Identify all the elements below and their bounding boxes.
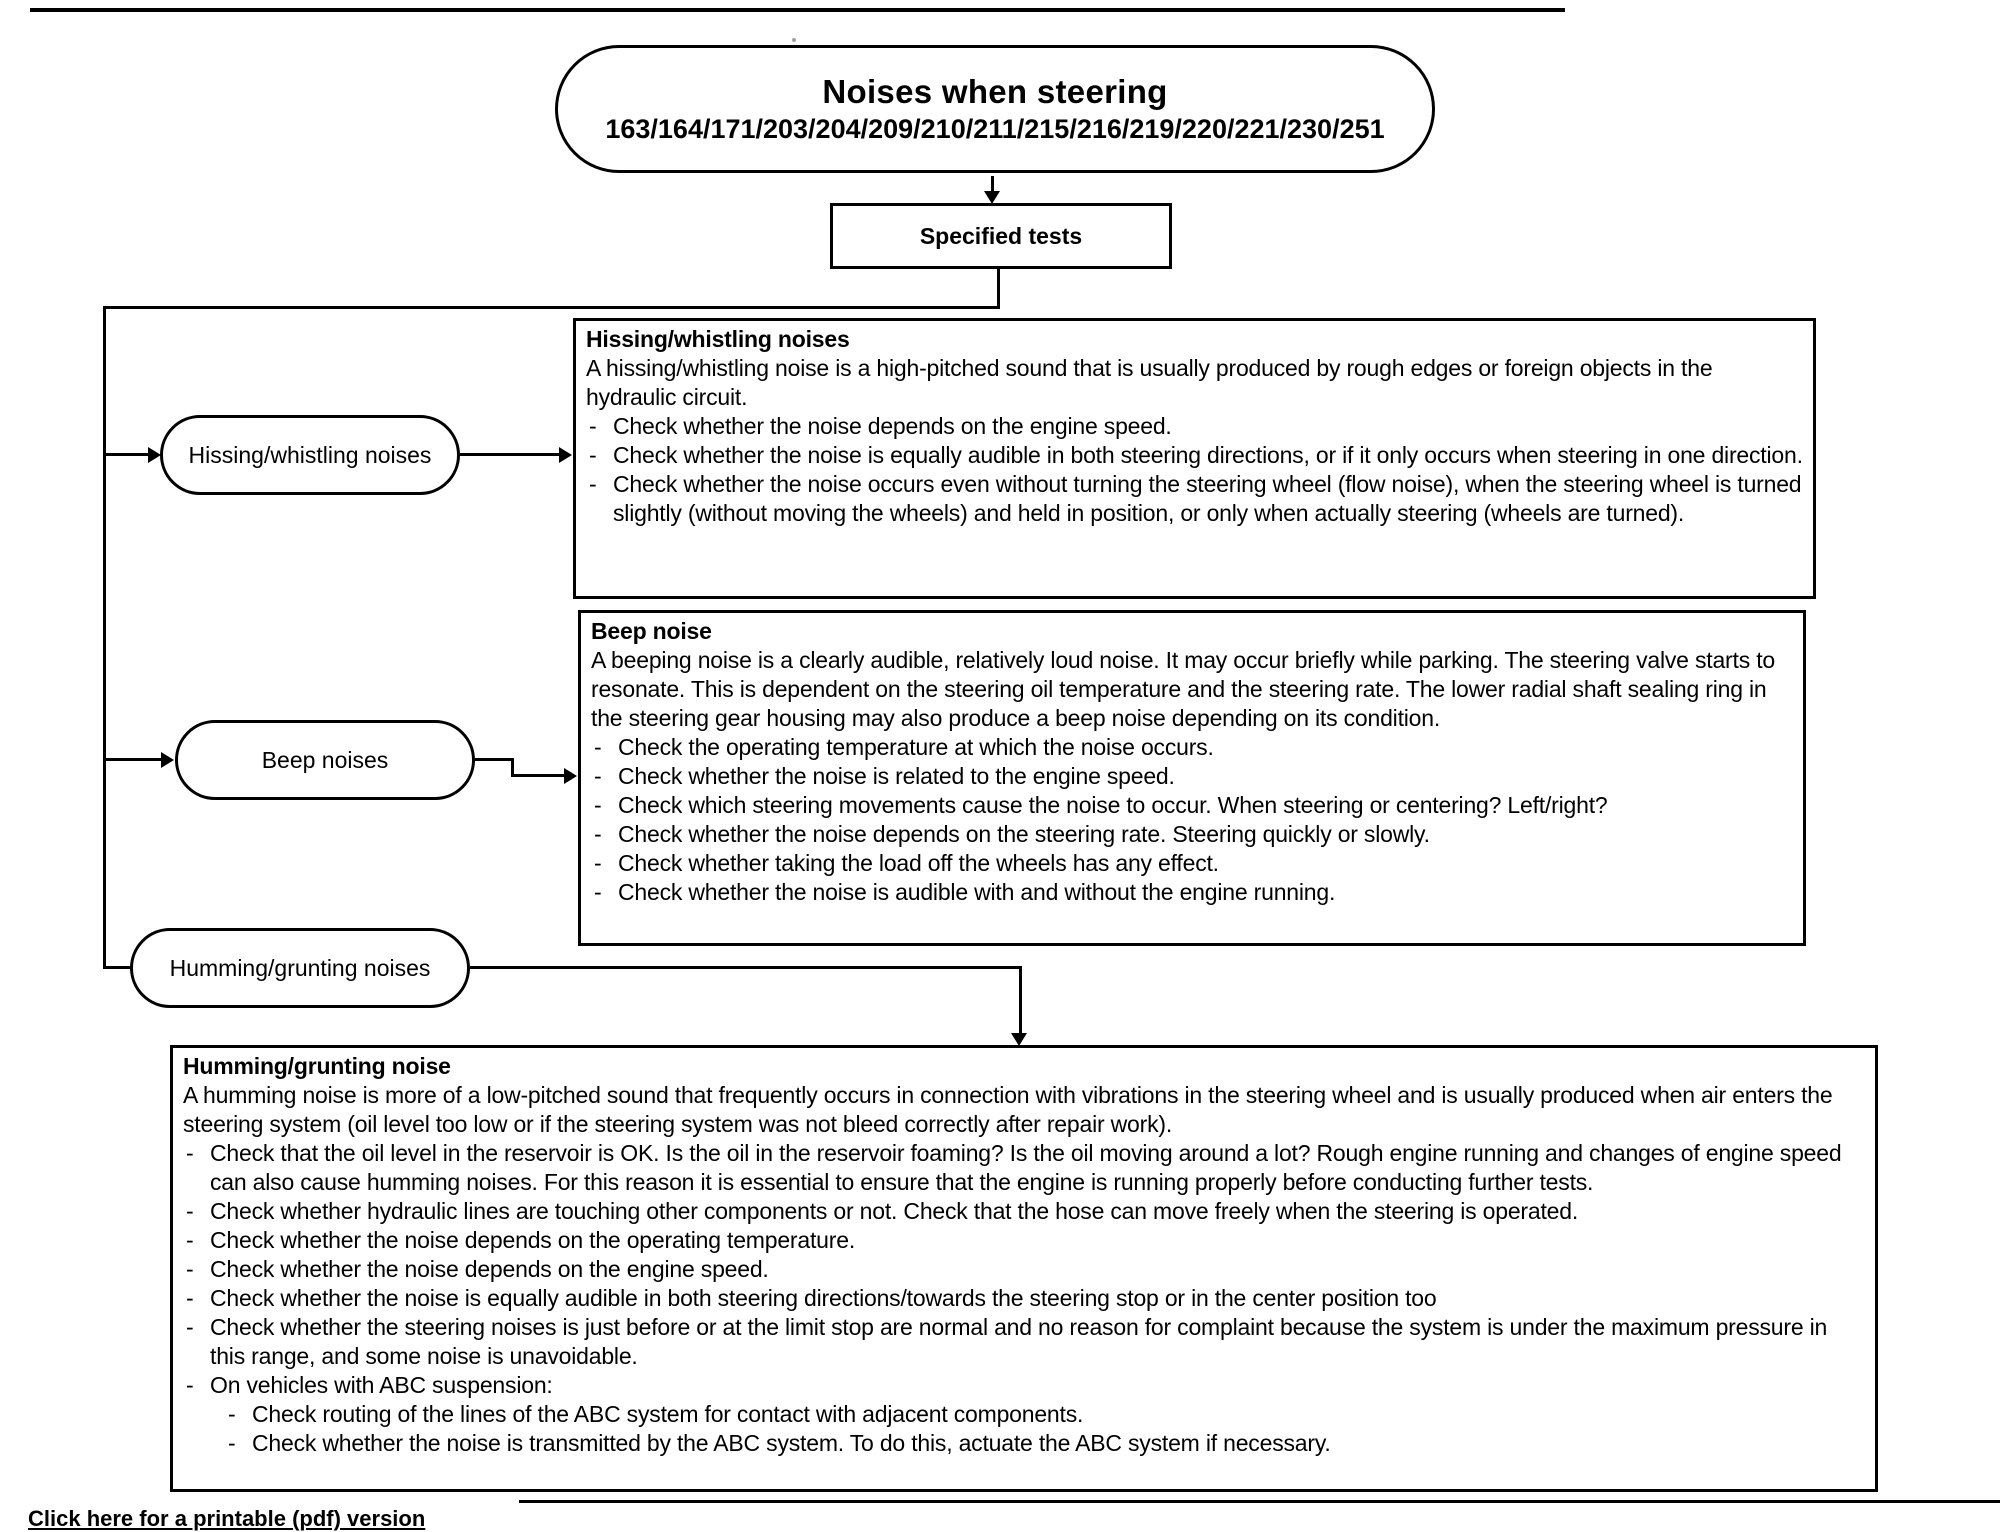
check-item (183, 1139, 1865, 1197)
dash-marker: - (589, 413, 597, 439)
detail-heading: Humming/grunting noise (183, 1053, 451, 1079)
detail-box-hissing (573, 318, 1816, 599)
connector-humming-to-box-1 (470, 966, 1022, 969)
check-item-text: Check whether the noise is equally audible in both steering directions/towards the steering stop or in the center position too (210, 1285, 1437, 1311)
flow-title-node (555, 45, 1435, 173)
check-item-text: Check whether the noise is related to the engine speed. (618, 763, 1175, 789)
check-item-text: On vehicles with ABC suspension: (210, 1372, 553, 1398)
connector-branch-hissing (106, 453, 150, 456)
dash-marker: - (228, 1401, 236, 1427)
dash-marker: - (186, 1227, 194, 1253)
branch-node-humming (130, 928, 470, 1008)
dash-marker: - (228, 1430, 236, 1456)
detail-intro: A humming noise is more of a low-pitched sound that frequently occurs in connection with vibrations in the steering wheel and is usually produced when air enters the steering system (oil level too low or if the steering system was not bleed correctly after repair work). (183, 1082, 1833, 1137)
check-item (591, 791, 1793, 820)
check-item (591, 733, 1793, 762)
dash-marker: - (186, 1285, 194, 1311)
scan-artifact (792, 38, 796, 42)
check-item (183, 1371, 1865, 1400)
dash-marker: - (186, 1372, 194, 1398)
check-item (591, 820, 1793, 849)
check-item-text: Check whether the noise is audible with and without the engine running. (618, 879, 1336, 905)
dash-marker: - (594, 850, 602, 876)
check-item-text: Check whether the noise depends on the engine speed. (613, 413, 1172, 439)
check-item-text: Check routing of the lines of the ABC system for contact with adjacent components. (252, 1401, 1084, 1427)
detail-heading: Hissing/whistling noises (586, 326, 850, 352)
branch-label: Hissing/whistling noises (188, 441, 432, 468)
check-item (586, 441, 1803, 470)
check-item-text: Check whether the noise depends on the steering rate. Steering quickly or slowly. (618, 821, 1430, 847)
detail-intro: A hissing/whistling noise is a high-pitched sound that is usually produced by rough edges or foreign objects in the hydraulic circuit. (586, 355, 1713, 410)
dash-marker: - (594, 763, 602, 789)
check-item-text: Check which steering movements cause the noise to occur. When steering or centering? Left/right? (618, 792, 1608, 818)
connector-horizontal-top (103, 306, 1000, 309)
dash-marker: - (186, 1140, 194, 1166)
arrow-right-icon (564, 768, 577, 784)
check-item-text: Check whether the steering noises is just before or at the limit stop are normal and no reason for complaint because the system is under the maximum pressure in this range, and some noise is unavoidable. (210, 1314, 1828, 1369)
flow-title: Noises when steering (822, 73, 1168, 110)
arrow-right-icon (559, 447, 572, 463)
sub-check-item (183, 1400, 1865, 1429)
dash-marker: - (589, 442, 597, 468)
dash-marker: - (594, 734, 602, 760)
check-item (183, 1284, 1865, 1313)
branch-node-hissing (160, 415, 460, 495)
connector-branch-beep (106, 758, 163, 761)
detail-box-beep (578, 610, 1806, 946)
dash-marker: - (594, 879, 602, 905)
arrow-right-icon (161, 752, 174, 768)
dash-marker: - (186, 1198, 194, 1224)
check-item-text: Check whether the noise is transmitted by the ABC system. To do this, actuate the ABC system if necessary. (252, 1430, 1331, 1456)
connector-hissing-to-box (460, 453, 560, 456)
check-item-text: Check whether the noise depends on the operating temperature. (210, 1227, 856, 1253)
connector-beep-to-box-3 (511, 774, 565, 777)
detail-box-humming (170, 1045, 1878, 1492)
specified-tests-node (830, 203, 1172, 269)
specified-tests-label: Specified tests (919, 222, 1083, 249)
dash-marker: - (186, 1314, 194, 1340)
dash-marker: - (594, 821, 602, 847)
sub-check-item (183, 1429, 1865, 1458)
check-item-text: Check whether the noise is equally audible in both steering directions, or if it only occurs when steering in one direction. (613, 442, 1803, 468)
page-bottom-rule (519, 1500, 2000, 1503)
check-item-text: Check whether taking the load off the wheels has any effect. (618, 850, 1219, 876)
detail-heading: Beep noise (591, 618, 712, 644)
branch-label: Humming/grunting noises (169, 954, 431, 981)
check-item-text: Check that the oil level in the reservoir is OK. Is the oil in the reservoir foaming? Is the oil moving around a lot? Rough engine running and changes of engine speed can also cause humming noises. For this reason it is essential to ensure that the engine is running properly before conducting further tests. (210, 1140, 1842, 1195)
check-list (586, 412, 1803, 528)
connector-beep-to-box-1 (475, 758, 514, 761)
dash-marker: - (589, 471, 597, 497)
check-list (591, 733, 1793, 907)
connector-humming-to-box-2 (1019, 966, 1022, 1036)
check-item (183, 1197, 1865, 1226)
check-item-text: Check the operating temperature at which the noise occurs. (618, 734, 1214, 760)
dash-marker: - (186, 1256, 194, 1282)
check-item (586, 412, 1803, 441)
check-item (591, 849, 1793, 878)
check-item (591, 878, 1793, 907)
flow-title-model-codes: 163/164/171/203/204/209/210/211/215/216/219/220/221/230/251 (605, 114, 1385, 144)
check-item (591, 762, 1793, 791)
check-item (586, 470, 1803, 528)
check-item-text: Check whether the noise occurs even without turning the steering wheel (flow noise), when the steering wheel is turned slightly (without moving the wheels) and held in position, or only when actually steering (wheels are turned). (613, 471, 1802, 526)
connector-tests-down (997, 269, 1000, 309)
printable-pdf-link[interactable]: Click here for a printable (pdf) version (28, 1506, 426, 1531)
check-item (183, 1313, 1865, 1371)
page-top-rule (30, 8, 1565, 12)
dash-marker: - (594, 792, 602, 818)
branch-label: Beep noises (261, 746, 389, 773)
check-item (183, 1226, 1865, 1255)
check-list (183, 1139, 1865, 1458)
detail-intro: A beeping noise is a clearly audible, relatively loud noise. It may occur briefly while parking. The steering valve starts to resonate. This is dependent on the steering oil temperature and the steering rate. The lower radial shaft sealing ring in the steering gear housing may also produce a beep noise depending on its condition. (591, 647, 1775, 731)
check-item (183, 1255, 1865, 1284)
connector-trunk (103, 306, 106, 969)
check-item-text: Check whether hydraulic lines are touching other components or not. Check that the hose can move freely when the steering is operated. (210, 1198, 1579, 1224)
branch-node-beep (175, 720, 475, 800)
check-item-text: Check whether the noise depends on the engine speed. (210, 1256, 769, 1282)
